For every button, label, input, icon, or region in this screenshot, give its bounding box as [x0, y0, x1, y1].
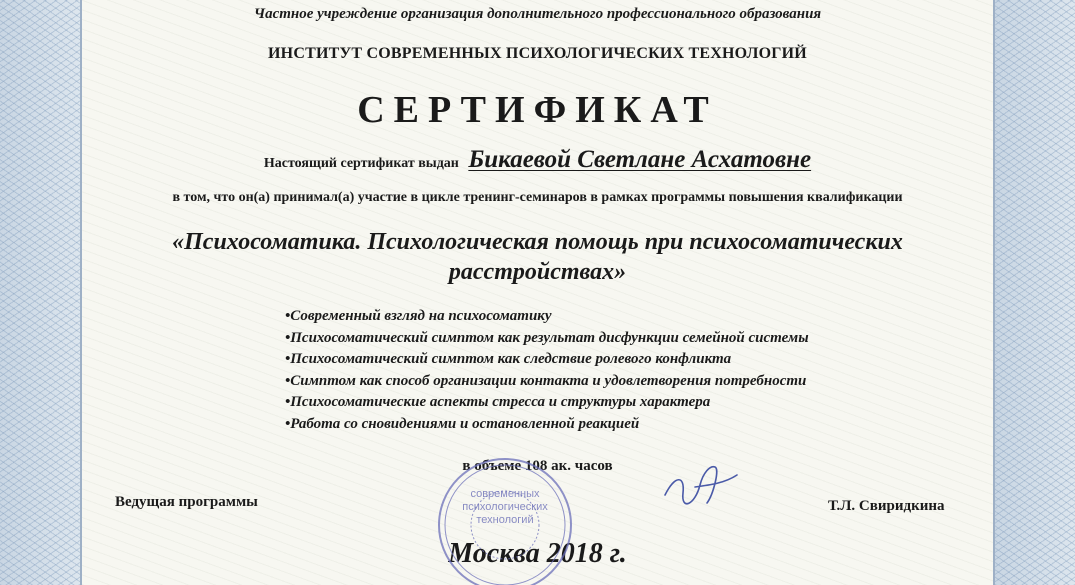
org-type: Частное учреждение организация дополнительного профессионального образования: [253, 6, 822, 22]
program-title-line2: расстройствах»: [448, 259, 627, 285]
topic-item: •Симптом как способ организации контакта и удовлетворения потребности: [285, 372, 807, 389]
participation-text: в том, что он(а) принимал(а) участие в цикле тренинг-семинаров в рамках программы повышения квалификации: [172, 190, 903, 205]
issued-label: Настоящий сертификат выдан: [263, 156, 459, 171]
program-title: [82, 227, 993, 287]
topic-item: •Психосоматический симптом как результат дисфункции семейной системы: [285, 329, 809, 346]
program-title-line1: «Психосоматика. Психологическая помощь при психосоматических: [172, 229, 903, 255]
topics-list: [285, 306, 809, 435]
topic-item: •Современный взгляд на психосоматику: [285, 308, 552, 324]
stamp-line2: психологических: [462, 501, 548, 513]
round-stamp: [425, 447, 585, 585]
topic-item: •Работа со сновидениями и остановленной реакцией: [285, 415, 640, 432]
program-lead-label: Ведущая программы: [115, 494, 258, 510]
signer-name: Т.Л. Свиридкина: [828, 498, 945, 514]
topic-item: •Психосоматические аспекты стресса и структуры характера: [285, 394, 711, 410]
recipient-name: Бикаевой Светлане Асхатовне: [468, 146, 812, 173]
hours-volume: в объеме 108 ак. часов: [462, 458, 613, 474]
certificate-title: СЕРТИФИКАТ: [357, 89, 718, 131]
stamp-line3: технологий: [476, 514, 534, 526]
signature: [655, 455, 745, 515]
city-year: Москва 2018 г.: [448, 538, 627, 569]
border-line-right: [993, 0, 995, 585]
stamp-line1: современных: [470, 488, 540, 500]
issued-row: [82, 146, 993, 174]
decorative-border-left: [0, 0, 80, 585]
topic-item: •Психосоматический симптом как следствие ролевого конфликта: [285, 351, 732, 367]
institute-name: ИНСТИТУТ СОВРЕМЕННЫХ ПСИХОЛОГИЧЕСКИХ ТЕХНОЛОГИЙ: [268, 45, 807, 62]
decorative-border-right: [995, 0, 1075, 585]
